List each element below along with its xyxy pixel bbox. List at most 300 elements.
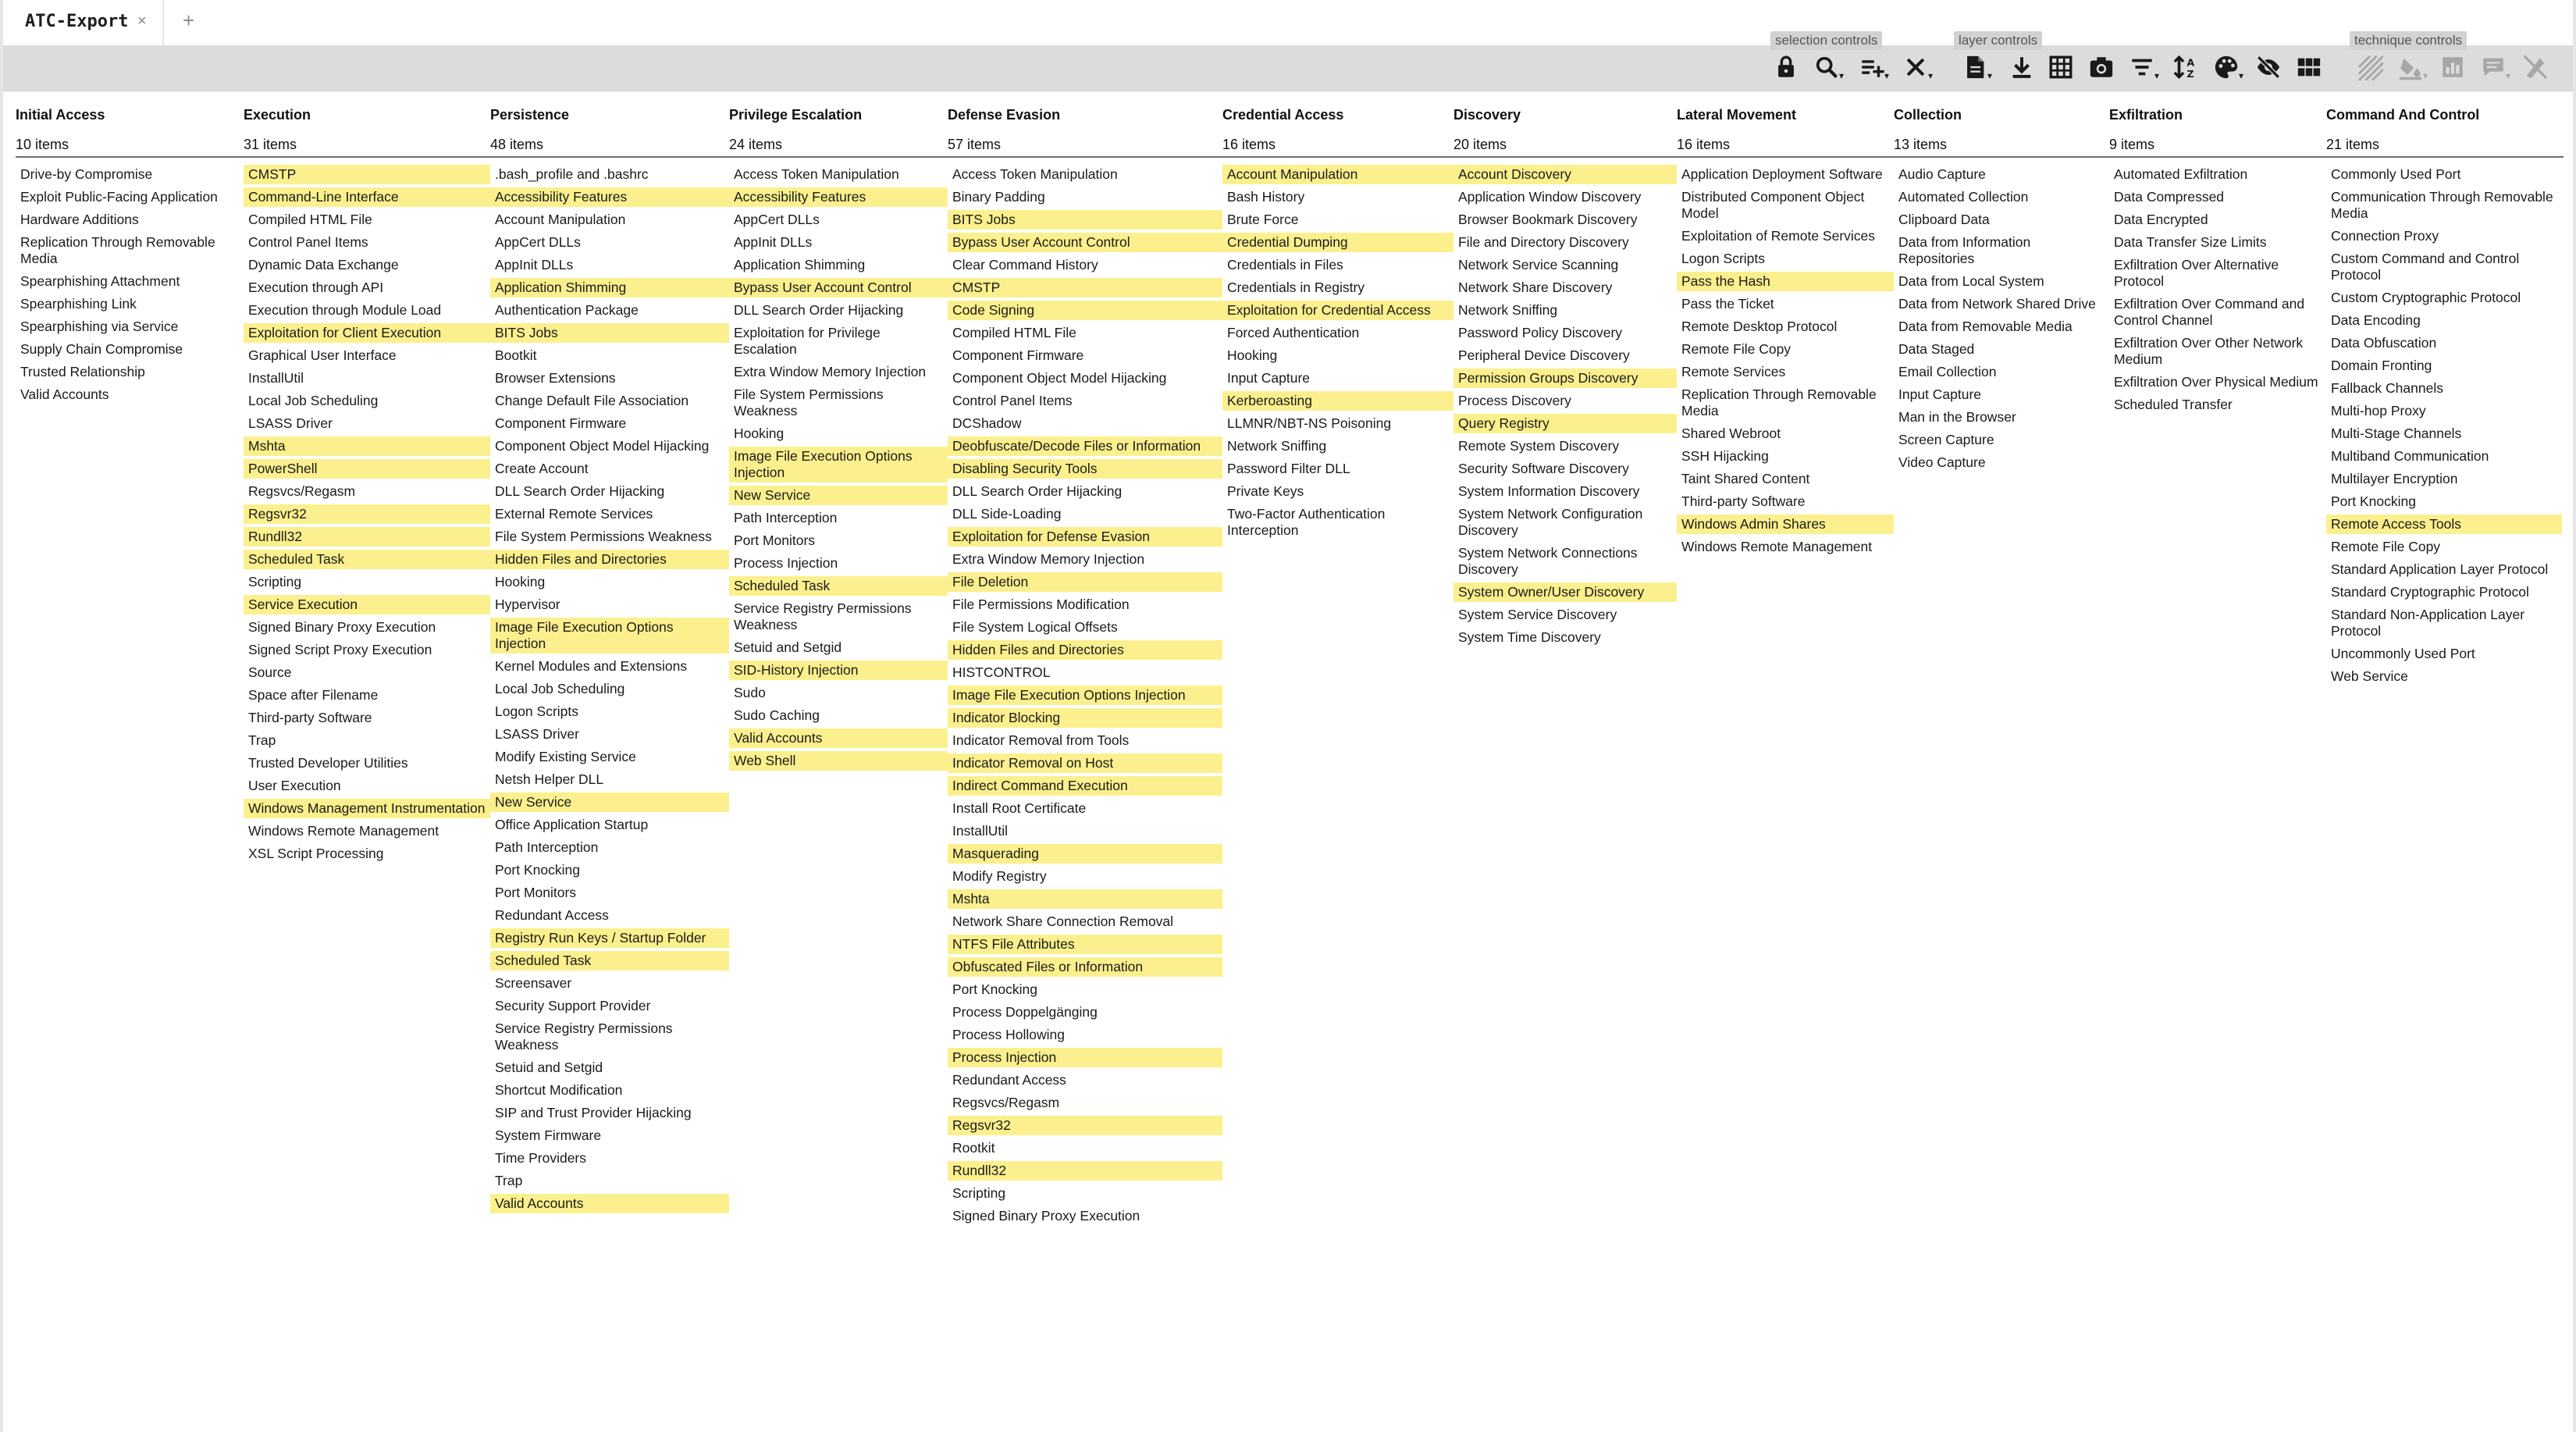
technique-cell[interactable]: Local Job Scheduling bbox=[495, 681, 625, 696]
technique-cell[interactable]: Component Firmware bbox=[495, 415, 627, 431]
technique-cell[interactable]: System Owner/User Discovery bbox=[1453, 582, 1677, 602]
technique-cell[interactable]: Signed Binary Proxy Execution bbox=[248, 619, 436, 635]
technique-cell[interactable]: Network Share Connection Removal bbox=[952, 914, 1174, 929]
search-icon[interactable]: ▾ bbox=[1808, 48, 1845, 86]
technique-cell[interactable]: XSL Script Processing bbox=[248, 846, 384, 861]
hide-icon[interactable] bbox=[2250, 48, 2287, 86]
technique-cell[interactable]: Data from Removable Media bbox=[1898, 319, 2073, 334]
technique-cell[interactable]: Hidden Files and Directories bbox=[490, 550, 729, 569]
shade-icon[interactable] bbox=[2351, 48, 2389, 86]
technique-cell[interactable]: Obfuscated Files or Information bbox=[948, 957, 1222, 977]
technique-cell[interactable]: Forced Authentication bbox=[1227, 325, 1360, 340]
technique-cell[interactable]: Port Monitors bbox=[495, 885, 577, 900]
technique-cell[interactable]: Connection Proxy bbox=[2331, 228, 2439, 244]
tactic-count: 13 items bbox=[1894, 137, 1948, 152]
technique-cell[interactable]: Component Object Model Hijacking bbox=[495, 438, 710, 454]
technique-cell[interactable]: Redundant Access bbox=[952, 1072, 1066, 1088]
tactic-execution-header[interactable] bbox=[244, 106, 311, 153]
technique-cell[interactable]: Code Signing bbox=[948, 301, 1222, 320]
technique-cell[interactable]: Data Encrypted bbox=[2114, 212, 2208, 227]
comment-icon[interactable]: ▾ bbox=[2475, 48, 2512, 86]
technique-cell[interactable]: Masquerading bbox=[948, 844, 1222, 864]
technique-cell[interactable]: InstallUtil bbox=[952, 823, 1008, 839]
technique-cell[interactable]: Spearphishing via Service bbox=[20, 319, 179, 334]
technique-cell[interactable]: Multilayer Encryption bbox=[2331, 471, 2458, 486]
technique-cell[interactable]: Data from Network Shared Drive bbox=[1898, 296, 2096, 312]
technique-cell[interactable]: Two-Factor Authentication Interception bbox=[1227, 506, 1386, 538]
technique-cell[interactable]: Create Account bbox=[495, 461, 589, 476]
lock-icon[interactable] bbox=[1767, 48, 1805, 86]
technique-cell[interactable]: Bypass User Account Control bbox=[948, 233, 1222, 252]
tactic-privilege-escalation-header[interactable] bbox=[729, 106, 862, 153]
technique-cell[interactable]: Video Capture bbox=[1898, 454, 1986, 470]
technique-cell[interactable]: Setuid and Setgid bbox=[495, 1060, 603, 1075]
camera-icon[interactable] bbox=[2083, 48, 2120, 86]
technique-cell[interactable]: Space after Filename bbox=[248, 687, 379, 703]
technique-cell[interactable]: Exfiltration Over Other Network Medium bbox=[2114, 335, 2304, 367]
technique-cell[interactable]: Supply Chain Compromise bbox=[20, 341, 183, 357]
technique-cell[interactable]: Signed Binary Proxy Execution bbox=[952, 1208, 1140, 1224]
technique-cell[interactable]: Command-Line Interface bbox=[244, 187, 490, 207]
technique-cell[interactable]: Multi-hop Proxy bbox=[2331, 403, 2426, 419]
technique-cell[interactable]: Rundll32 bbox=[244, 527, 490, 547]
technique-cell[interactable]: Indicator Removal on Host bbox=[948, 753, 1222, 773]
technique-cell[interactable]: Exploitation of Remote Services bbox=[1681, 228, 1876, 244]
technique-cell[interactable]: Remote Access Tools bbox=[2326, 515, 2562, 534]
technique-cell[interactable]: Accessibility Features bbox=[490, 187, 729, 207]
technique-cell[interactable]: Password Policy Discovery bbox=[1458, 325, 1623, 340]
technique-cell[interactable]: Access Token Manipulation bbox=[952, 166, 1118, 182]
technique-cell[interactable]: Custom Cryptographic Protocol bbox=[2331, 290, 2521, 305]
technique-cell[interactable]: Network Service Scanning bbox=[1458, 257, 1619, 273]
technique-cell[interactable]: Data Transfer Size Limits bbox=[2114, 234, 2267, 250]
technique-cell[interactable]: Setuid and Setgid bbox=[734, 639, 842, 655]
technique-cell[interactable]: Credential Dumping bbox=[1222, 233, 1453, 252]
technique-cell[interactable]: Bootkit bbox=[495, 347, 537, 363]
technique-cell[interactable]: Uncommonly Used Port bbox=[2331, 646, 2475, 661]
technique-cell[interactable]: .bash_profile and .bashrc bbox=[495, 166, 649, 182]
technique-cell[interactable]: DLL Search Order Hijacking bbox=[952, 483, 1123, 499]
tactic-count: 48 items bbox=[490, 137, 544, 152]
tactic-discovery-header[interactable] bbox=[1453, 106, 1521, 153]
columns-icon[interactable] bbox=[2290, 48, 2328, 86]
download-icon[interactable] bbox=[2003, 48, 2041, 86]
technique-cell[interactable]: Scheduled Transfer bbox=[2114, 397, 2233, 412]
technique-cell[interactable]: Multiband Communication bbox=[2331, 448, 2489, 464]
technique-cell[interactable]: Port Monitors bbox=[734, 533, 816, 548]
technique-cell[interactable]: Trusted Relationship bbox=[20, 364, 145, 379]
tab-strip bbox=[3, 0, 2573, 45]
technique-cell[interactable]: Process Discovery bbox=[1458, 393, 1571, 408]
technique-cell[interactable]: Scheduled Task bbox=[244, 550, 490, 569]
technique-cell[interactable]: Image File Execution Options Injection bbox=[729, 447, 948, 483]
technique-cell[interactable]: Image File Execution Options Injection bbox=[948, 686, 1222, 705]
technique-cell[interactable]: Service Registry Permissions Weakness bbox=[734, 600, 912, 632]
technique-cell[interactable]: Sudo Caching bbox=[734, 707, 820, 723]
technique-cell[interactable]: Standard Non-Application Layer Protocol bbox=[2331, 607, 2525, 639]
technique-cell[interactable]: Valid Accounts bbox=[20, 386, 109, 402]
tactic-name: Exfiltration bbox=[2109, 107, 2183, 123]
technique-cell[interactable]: Application Deployment Software bbox=[1681, 166, 1883, 182]
score-icon[interactable] bbox=[2434, 48, 2471, 86]
technique-cell[interactable]: Extra Window Memory Injection bbox=[734, 364, 927, 379]
technique-cell[interactable]: Scripting bbox=[952, 1185, 1006, 1201]
tactic-collection-header[interactable] bbox=[1894, 106, 1962, 153]
technique-cell[interactable]: Regsvr32 bbox=[948, 1116, 1222, 1135]
technique-cell[interactable]: Compiled HTML File bbox=[952, 325, 1076, 340]
technique-cell[interactable]: System Service Discovery bbox=[1458, 607, 1617, 622]
technique-cell[interactable]: Fallback Channels bbox=[2331, 380, 2443, 396]
technique-cell[interactable]: Windows Management Instrumentation bbox=[244, 799, 490, 818]
technique-cell[interactable]: Modify Existing Service bbox=[495, 749, 636, 764]
technique-cell[interactable]: Commonly Used Port bbox=[2331, 166, 2461, 182]
svg-text:Z: Z bbox=[2186, 68, 2194, 80]
technique-list-command-and-control bbox=[2326, 165, 2562, 689]
technique-cell[interactable]: Indirect Command Execution bbox=[948, 776, 1222, 796]
clear-x-icon[interactable]: ▾ bbox=[1897, 48, 1934, 86]
technique-cell[interactable]: Indicator Removal from Tools bbox=[952, 732, 1130, 748]
technique-cell[interactable]: Component Firmware bbox=[952, 347, 1084, 363]
technique-cell[interactable]: Process Injection bbox=[948, 1048, 1222, 1067]
technique-cell[interactable]: Browser Extensions bbox=[495, 370, 616, 386]
technique-cell[interactable]: File System Permissions Weakness bbox=[734, 386, 884, 419]
technique-cell[interactable]: Hidden Files and Directories bbox=[948, 640, 1222, 660]
technique-cell[interactable]: Application Window Discovery bbox=[1458, 189, 1642, 205]
export-file-icon[interactable]: ▾ bbox=[1956, 48, 1994, 86]
technique-cell[interactable]: Time Providers bbox=[495, 1150, 587, 1166]
technique-cell[interactable]: Remote Desktop Protocol bbox=[1681, 319, 1838, 334]
technique-cell[interactable]: Remote Services bbox=[1681, 364, 1786, 379]
technique-cell[interactable]: Account Manipulation bbox=[1222, 165, 1453, 184]
technique-cell[interactable]: Control Panel Items bbox=[952, 393, 1073, 408]
technique-cell[interactable]: File System Permissions Weakness bbox=[495, 529, 712, 544]
add-tab-icon[interactable]: + bbox=[183, 9, 195, 32]
technique-cell[interactable]: Credentials in Registry bbox=[1227, 280, 1365, 295]
technique-cell[interactable]: Netsh Helper DLL bbox=[495, 771, 604, 787]
technique-cell[interactable]: Password Filter DLL bbox=[1227, 461, 1350, 476]
technique-cell[interactable]: Exfiltration Over Alternative Protocol bbox=[2114, 257, 2279, 289]
technique-cell[interactable]: Execution through API bbox=[248, 280, 384, 295]
technique-cell[interactable]: Rootkit bbox=[952, 1140, 995, 1156]
technique-cell[interactable]: Browser Bookmark Discovery bbox=[1458, 212, 1638, 227]
technique-cell[interactable]: Trap bbox=[248, 732, 276, 748]
technique-cell[interactable]: Taint Shared Content bbox=[1681, 471, 1810, 486]
technique-cell[interactable]: Port Knocking bbox=[2331, 493, 2416, 509]
technique-cell[interactable]: Exfiltration Over Command and Control Channel bbox=[2114, 296, 2305, 328]
technique-cell[interactable]: Application Shimming bbox=[734, 257, 866, 273]
technique-cell[interactable]: User Execution bbox=[248, 778, 341, 793]
tab-atc-export[interactable] bbox=[6, 0, 164, 45]
technique-cell[interactable]: Sudo bbox=[734, 685, 766, 700]
technique-cell[interactable]: Multi-Stage Channels bbox=[2331, 426, 2462, 441]
technique-cell[interactable]: Credentials in Files bbox=[1227, 257, 1343, 273]
tactic-count: 31 items bbox=[244, 137, 297, 152]
tactic-initial-access-header[interactable] bbox=[16, 106, 105, 153]
technique-cell[interactable]: Accessibility Features bbox=[729, 187, 948, 207]
tactic-credential-access-header[interactable] bbox=[1222, 106, 1343, 153]
sort-icon[interactable] bbox=[2167, 48, 2204, 86]
technique-cell[interactable]: Domain Fronting bbox=[2331, 358, 2432, 373]
technique-cell[interactable]: External Remote Services bbox=[495, 506, 653, 522]
technique-cell[interactable]: Brute Force bbox=[1227, 212, 1299, 227]
technique-cell[interactable]: Screensaver bbox=[495, 975, 572, 991]
technique-cell[interactable]: Data Compressed bbox=[2114, 189, 2225, 205]
technique-cell[interactable]: AppInit DLLs bbox=[734, 234, 813, 250]
technique-cell[interactable]: Drive-by Compromise bbox=[20, 166, 153, 182]
technique-cell[interactable]: Email Collection bbox=[1898, 364, 1997, 379]
technique-cell[interactable]: System Time Discovery bbox=[1458, 629, 1601, 645]
technique-cell[interactable]: Office Application Startup bbox=[495, 817, 649, 832]
technique-cell[interactable]: Scheduled Task bbox=[729, 576, 948, 596]
technique-cell[interactable]: Data from Information Repositories bbox=[1898, 234, 2031, 266]
technique-cell[interactable]: Bash History bbox=[1227, 189, 1305, 205]
technique-cell[interactable]: Audio Capture bbox=[1898, 166, 1986, 182]
technique-cell[interactable]: Hardware Additions bbox=[20, 212, 139, 227]
technique-cell[interactable]: Third-party Software bbox=[1681, 493, 1806, 509]
technique-cell[interactable]: Modify Registry bbox=[952, 868, 1047, 884]
tactic-name: Defense Evasion bbox=[948, 107, 1061, 123]
selection-controls-label: selection controls bbox=[1770, 31, 1882, 50]
technique-cell[interactable]: File System Logical Offsets bbox=[952, 619, 1118, 635]
technique-cell[interactable]: Remote File Copy bbox=[2331, 539, 2441, 554]
technique-cell[interactable]: Exploitation for Credential Access bbox=[1222, 301, 1453, 320]
technique-cell[interactable]: Exploitation for Privilege Escalation bbox=[734, 325, 881, 357]
technique-cell[interactable]: Signed Script Proxy Execution bbox=[248, 642, 432, 657]
technique-cell[interactable]: Deobfuscate/Decode Files or Information bbox=[948, 436, 1222, 456]
technique-cell[interactable]: Image File Execution Options Injection bbox=[490, 618, 729, 654]
technique-cell[interactable]: Bypass User Account Control bbox=[729, 278, 948, 297]
technique-cell[interactable]: Peripheral Device Discovery bbox=[1458, 347, 1630, 363]
technique-cell[interactable]: Windows Remote Management bbox=[1681, 539, 1873, 554]
technique-cell[interactable]: Account Discovery bbox=[1453, 165, 1677, 184]
technique-cell[interactable]: Hooking bbox=[495, 574, 546, 590]
technique-cell[interactable]: Port Knocking bbox=[952, 981, 1037, 997]
technique-cell[interactable]: SID-History Injection bbox=[729, 661, 948, 680]
technique-cell[interactable]: Regsvcs/Regasm bbox=[952, 1095, 1060, 1110]
technique-cell[interactable]: Scheduled Task bbox=[490, 951, 729, 971]
technique-cell[interactable]: HISTCONTROL bbox=[952, 664, 1051, 680]
technique-cell[interactable]: Disabling Security Tools bbox=[948, 459, 1222, 479]
technique-cell[interactable]: Logon Scripts bbox=[1681, 251, 1766, 266]
technique-cell[interactable]: Hypervisor bbox=[495, 597, 560, 612]
technique-cell[interactable]: Clear Command History bbox=[952, 257, 1098, 273]
technique-cell[interactable]: Query Registry bbox=[1453, 414, 1677, 433]
fill-icon[interactable]: ▾ bbox=[2392, 48, 2429, 86]
technique-cell[interactable]: DCShadow bbox=[952, 415, 1022, 431]
technique-cell[interactable]: InstallUtil bbox=[248, 370, 304, 386]
technique-cell[interactable]: BITS Jobs bbox=[490, 323, 729, 343]
technique-cell[interactable]: Windows Remote Management bbox=[248, 823, 439, 839]
tactic-count: 57 items bbox=[948, 137, 1002, 152]
technique-cell[interactable]: Account Manipulation bbox=[495, 212, 626, 227]
technique-cell[interactable]: DLL Side-Loading bbox=[952, 506, 1062, 522]
technique-cell[interactable]: AppCert DLLs bbox=[734, 212, 820, 227]
technique-cell[interactable]: Redundant Access bbox=[495, 907, 609, 923]
technique-cell[interactable]: Access Token Manipulation bbox=[734, 166, 899, 182]
technique-cell[interactable]: Logon Scripts bbox=[495, 704, 579, 719]
technique-cell[interactable]: SSH Hijacking bbox=[1681, 448, 1769, 464]
technique-cell[interactable]: Dynamic Data Exchange bbox=[248, 257, 399, 273]
technique-cell[interactable]: Man in the Browser bbox=[1898, 409, 2016, 425]
technique-cell[interactable]: DLL Search Order Hijacking bbox=[495, 483, 665, 499]
technique-cell[interactable]: Network Sniffing bbox=[1227, 438, 1327, 454]
technique-cell[interactable]: Distributed Component Object Model bbox=[1681, 189, 1865, 221]
technique-cell[interactable]: Clipboard Data bbox=[1898, 212, 1990, 227]
technique-cell[interactable]: Trusted Developer Utilities bbox=[248, 755, 408, 771]
technique-cell[interactable]: Input Capture bbox=[1227, 370, 1311, 386]
technique-cell[interactable]: CMSTP bbox=[244, 165, 490, 184]
tactic-name: Execution bbox=[244, 107, 311, 123]
technique-cell[interactable]: Private Keys bbox=[1227, 483, 1304, 499]
technique-cell[interactable]: Replication Through Removable Media bbox=[20, 234, 215, 266]
tactic-count: 9 items bbox=[2109, 137, 2155, 152]
technique-cell[interactable]: LSASS Driver bbox=[248, 415, 333, 431]
technique-cell[interactable]: Network Share Discovery bbox=[1458, 280, 1613, 295]
technique-cell[interactable]: Execution through Module Load bbox=[248, 302, 442, 318]
technique-cell[interactable]: Remote System Discovery bbox=[1458, 438, 1620, 454]
technique-cell[interactable]: DLL Search Order Hijacking bbox=[734, 302, 904, 318]
technique-cell[interactable]: Communication Through Removable Media bbox=[2331, 189, 2553, 221]
technique-cell[interactable]: Graphical User Interface bbox=[248, 347, 397, 363]
technique-cell[interactable]: Regsvr32 bbox=[244, 504, 490, 524]
technique-cell[interactable]: Data from Local System bbox=[1898, 273, 2044, 289]
clear-annotation-icon[interactable] bbox=[2517, 48, 2554, 86]
technique-cell[interactable]: Spearphishing Attachment bbox=[20, 273, 180, 289]
technique-cell[interactable]: PowerShell bbox=[244, 459, 490, 479]
technique-cell[interactable]: Remote File Copy bbox=[1681, 341, 1791, 357]
technique-cell[interactable]: New Service bbox=[729, 486, 948, 505]
technique-cell[interactable]: Replication Through Removable Media bbox=[1681, 386, 1877, 419]
technique-cell[interactable]: Security Support Provider bbox=[495, 998, 651, 1013]
technique-cell[interactable]: System Information Discovery bbox=[1458, 483, 1640, 499]
technique-cell[interactable]: Process Doppelgänging bbox=[952, 1004, 1098, 1020]
technique-cell[interactable]: Exploitation for Client Execution bbox=[244, 323, 490, 343]
technique-cell[interactable]: Data Staged bbox=[1898, 341, 1975, 357]
technique-cell[interactable]: Screen Capture bbox=[1898, 432, 1994, 447]
technique-cell[interactable]: New Service bbox=[490, 793, 729, 812]
technique-cell[interactable]: Custom Command and Control Protocol bbox=[2331, 251, 2520, 283]
technique-cell[interactable]: Standard Application Layer Protocol bbox=[2331, 561, 2549, 577]
technique-cell[interactable]: Path Interception bbox=[495, 839, 599, 855]
filter-icon[interactable]: ▾ bbox=[2154, 70, 2159, 81]
technique-cell[interactable]: AppInit DLLs bbox=[495, 257, 574, 273]
technique-cell[interactable]: Automated Exfiltration bbox=[2114, 166, 2248, 182]
technique-cell[interactable]: Application Shimming bbox=[490, 278, 729, 297]
tactic-name: Privilege Escalation bbox=[729, 107, 863, 123]
technique-cell[interactable]: Web Shell bbox=[729, 751, 948, 771]
technique-cell[interactable]: Process Hollowing bbox=[952, 1027, 1065, 1042]
technique-cell[interactable]: Security Software Discovery bbox=[1458, 461, 1629, 476]
technique-cell[interactable]: Local Job Scheduling bbox=[248, 393, 379, 408]
technique-cell[interactable]: Control Panel Items bbox=[248, 234, 368, 250]
technique-cell[interactable]: Data Obfuscation bbox=[2331, 335, 2437, 351]
technique-cell[interactable]: Valid Accounts bbox=[490, 1194, 729, 1213]
technique-cell[interactable]: Process Injection bbox=[734, 555, 838, 571]
technique-cell[interactable]: LSASS Driver bbox=[495, 726, 579, 742]
technique-cell[interactable]: Binary Padding bbox=[952, 189, 1045, 205]
technique-cell[interactable]: File and Directory Discovery bbox=[1458, 234, 1629, 250]
technique-cell[interactable]: AppCert DLLs bbox=[495, 234, 581, 250]
tactic-lateral-movement-header[interactable] bbox=[1677, 106, 1796, 153]
technique-cell[interactable]: SIP and Trust Provider Hijacking bbox=[495, 1105, 692, 1120]
technique-cell[interactable]: Service Execution bbox=[244, 595, 490, 614]
technique-cell[interactable]: Mshta bbox=[244, 436, 490, 456]
technique-cell[interactable]: Web Service bbox=[2331, 668, 2408, 684]
tactic-count: 16 items bbox=[1677, 137, 1731, 152]
technique-cell[interactable]: Kerberoasting bbox=[1222, 391, 1453, 411]
technique-cell[interactable]: Compiled HTML File bbox=[248, 212, 372, 227]
technique-cell[interactable]: Data Encoding bbox=[2331, 312, 2421, 328]
technique-cell[interactable]: Port Knocking bbox=[495, 862, 580, 878]
grid-icon[interactable] bbox=[2042, 48, 2080, 86]
technique-cell[interactable]: Third-party Software bbox=[248, 710, 372, 725]
tactic-exfiltration-header[interactable] bbox=[2109, 106, 2183, 153]
technique-cell[interactable]: Shortcut Modification bbox=[495, 1082, 623, 1098]
technique-cell[interactable]: Hooking bbox=[1227, 347, 1278, 363]
technique-cell[interactable]: Trap bbox=[495, 1173, 523, 1188]
technique-cell[interactable]: File Permissions Modification bbox=[952, 597, 1130, 612]
palette-icon[interactable]: ▾ bbox=[2208, 48, 2245, 86]
technique-cell[interactable]: Registry Run Keys / Startup Folder bbox=[490, 928, 729, 948]
technique-cell[interactable]: Regsvcs/Regasm bbox=[248, 483, 356, 499]
technique-cell[interactable]: Indicator Blocking bbox=[948, 708, 1222, 728]
technique-cell[interactable]: Exploitation for Defense Evasion bbox=[948, 527, 1222, 547]
tactic-defense-evasion-header[interactable] bbox=[948, 106, 1060, 153]
technique-cell[interactable]: Hooking bbox=[734, 426, 785, 441]
technique-cell[interactable]: BITS Jobs bbox=[948, 210, 1222, 230]
technique-cell[interactable]: Source bbox=[248, 664, 292, 680]
technique-cell[interactable]: Input Capture bbox=[1898, 386, 1982, 402]
technique-cell[interactable]: Path Interception bbox=[734, 510, 838, 525]
technique-cell[interactable]: Standard Cryptographic Protocol bbox=[2331, 584, 2529, 600]
tactic-command-and-control-header[interactable] bbox=[2326, 106, 2479, 153]
technique-cell[interactable]: Component Object Model Hijacking bbox=[952, 370, 1167, 386]
technique-cell[interactable]: Network Sniffing bbox=[1458, 302, 1558, 318]
technique-cell[interactable]: Pass the Ticket bbox=[1681, 296, 1774, 312]
technique-cell[interactable]: Install Root Certificate bbox=[952, 800, 1087, 816]
technique-cell[interactable]: System Network Configuration Discovery bbox=[1458, 506, 1643, 538]
technique-cell[interactable]: Spearphishing Link bbox=[20, 296, 137, 312]
technique-cell[interactable]: Rundll32 bbox=[948, 1161, 1222, 1181]
technique-cell[interactable]: System Firmware bbox=[495, 1127, 602, 1143]
technique-cell[interactable]: File Deletion bbox=[948, 572, 1222, 592]
technique-cell[interactable]: Extra Window Memory Injection bbox=[952, 551, 1145, 567]
technique-cell[interactable]: LLMNR/NBT-NS Poisoning bbox=[1227, 415, 1392, 431]
tactic-count: 10 items bbox=[16, 137, 69, 152]
technique-cell[interactable]: Scripting bbox=[248, 574, 302, 590]
technique-cell[interactable]: Mshta bbox=[948, 889, 1222, 909]
technique-cell[interactable]: Windows Admin Shares bbox=[1677, 515, 1894, 534]
technique-cell[interactable]: Change Default File Association bbox=[495, 393, 689, 408]
technique-cell[interactable]: Permission Groups Discovery bbox=[1453, 369, 1677, 388]
technique-cell[interactable]: NTFS File Attributes bbox=[948, 935, 1222, 954]
technique-cell[interactable]: Shared Webroot bbox=[1681, 426, 1781, 441]
technique-cell[interactable]: Valid Accounts bbox=[729, 728, 948, 748]
technique-cell[interactable]: Pass the Hash bbox=[1677, 272, 1894, 291]
technique-cell[interactable]: System Network Connections Discovery bbox=[1458, 545, 1638, 577]
technique-cell[interactable]: CMSTP bbox=[948, 278, 1222, 297]
technique-cell[interactable]: Kernel Modules and Extensions bbox=[495, 658, 688, 674]
technique-cell[interactable]: Automated Collection bbox=[1898, 189, 2029, 205]
close-icon[interactable]: × bbox=[137, 12, 147, 30]
add-list-icon[interactable]: ▾ bbox=[1884, 70, 1889, 81]
technique-cell[interactable]: Exploit Public-Facing Application bbox=[20, 189, 218, 205]
technique-cell[interactable]: Exfiltration Over Physical Medium bbox=[2114, 374, 2318, 390]
technique-cell[interactable]: Service Registry Permissions Weakness bbox=[495, 1021, 673, 1053]
technique-cell[interactable]: Authentication Package bbox=[495, 302, 639, 318]
tactic-persistence-header[interactable] bbox=[490, 106, 569, 153]
tactic-name: Lateral Movement bbox=[1677, 107, 1797, 123]
